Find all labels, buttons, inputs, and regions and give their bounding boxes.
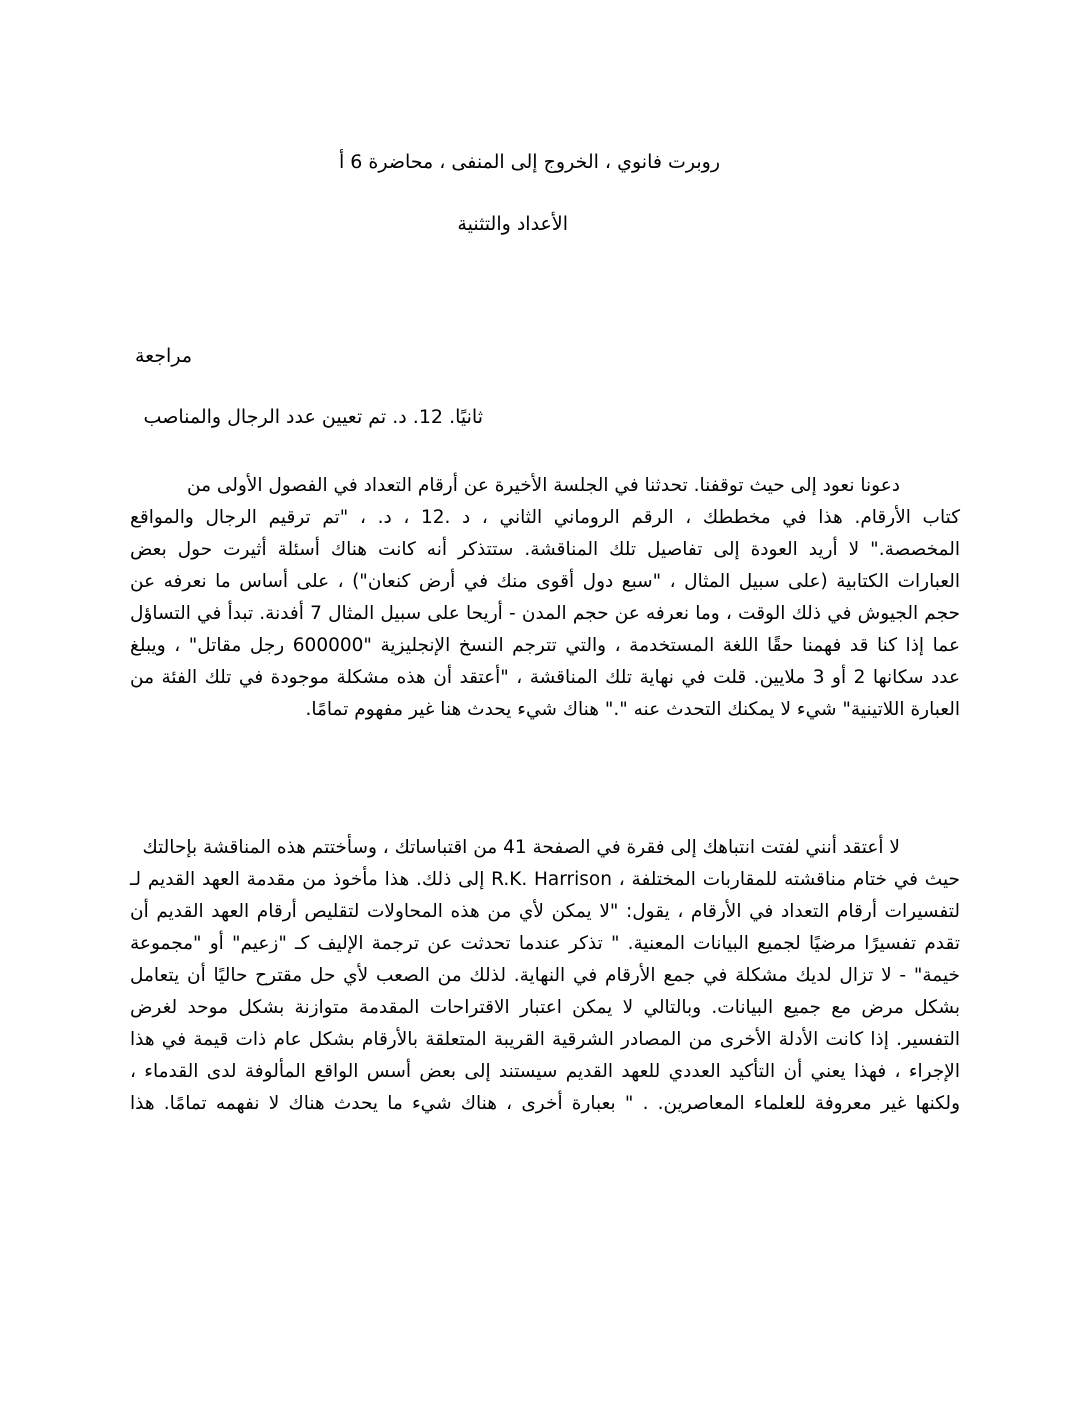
paragraph-line: لا أعتقد أنني لفتت انتباهك إلى فقرة في الصفحة 41 من اقتباساتك ، وسأختتم هذه المناقشة بإحالتك bbox=[142, 837, 900, 858]
paragraph-line: كتاب الأرقام. هذا في مخططك ، الرقم الروماني الثاني ، د .12 ، د. ، "تم ترقيم الرجال والمواقع bbox=[130, 507, 960, 528]
paragraph-line: حجم الجيوش في ذلك الوقت ، وما نعرفه عن حجم المدن - أريحا على سبيل المثال 7 أفدنة. تبدأ في التساؤل bbox=[130, 603, 960, 624]
paragraph-line: حيث في ختام مناقشته للمقاربات المختلفة ، R.K. Harrison إلى ذلك. هذا مأخوذ من مقدمة العهد القديم لـ bbox=[130, 869, 960, 890]
paragraph-line: المخصصة." لا أريد العودة إلى تفاصيل تلك المناقشة. ستتذكر أنه كانت هناك أسئلة أثيرت حول بعض bbox=[130, 539, 960, 560]
paragraph-line: الإجراء ، فهذا يعني أن التأكيد العددي للعهد القديم سيستند إلى بعض أسس الواقع المألوفة لدى القدماء ، bbox=[130, 1061, 960, 1082]
paragraph-line: لتفسيرات أرقام التعداد في الأرقام ، يقول: "لا يمكن لأي من هذه المحاولات لتقليص أرقام العهد القديم أن bbox=[130, 901, 960, 922]
lecture-title: روبرت فانوي ، الخروج إلى المنفى ، محاضرة 6 أ bbox=[338, 151, 720, 173]
paragraph-line: ولكنها غير معروفة للعلماء المعاصرين. . " بعبارة أخرى ، هناك شيء ما يحدث هناك لا نفهمه تمامًا. هذا bbox=[130, 1093, 960, 1114]
paragraph-line: العبارة اللاتينية" شيء لا يمكنك التحدث عنه "." هناك شيء يحدث هنا غير مفهوم تمامًا. bbox=[305, 699, 960, 720]
lecture-subtitle: الأعداد والتثنية bbox=[457, 213, 568, 235]
paragraph-line: خيمة" - لا تزال لديك مشكلة في جمع الأرقام في النهاية. لذلك من الصعب لأي حل مقترح حاليًا أن يتعامل bbox=[130, 965, 960, 986]
review-heading: مراجعة bbox=[134, 345, 192, 367]
paragraph-line: عما إذا كنا قد فهمنا حقًا اللغة المستخدمة ، والتي تترجم النسخ الإنجليزية "600000 رجل مقاتل" ، ويبلغ bbox=[130, 635, 960, 656]
section-heading: ثانيًا. 12. د. تم تعيين عدد الرجال والمناصب bbox=[143, 406, 483, 428]
paragraph-line: دعونا نعود إلى حيث توقفنا. تحدثنا في الجلسة الأخيرة عن أرقام التعداد في الفصول الأولى من bbox=[186, 475, 900, 496]
paragraph-2 bbox=[130, 832, 960, 1120]
paragraph-line: التفسير. إذا كانت الأدلة الأخرى من المصادر الشرقية القريبة المتعلقة بالأرقام بشكل عام ذات قيمة في هذا bbox=[130, 1029, 960, 1050]
paragraph-line: العبارات الكتابية (على سبيل المثال ، "سبع دول أقوى منك في أرض كنعان") ، على أساس ما نعرفه عن bbox=[130, 571, 960, 592]
paragraph-line: عدد سكانها 2 أو 3 ملايين. قلت في نهاية تلك المناقشة ، "أعتقد أن هذه مشكلة موجودة في تلك الفئة من bbox=[130, 667, 960, 688]
paragraph-line: بشكل مرض مع جميع البيانات. وبالتالي لا يمكن اعتبار الاقتراحات المقدمة متوازنة بشكل موحد لغرض bbox=[130, 997, 960, 1018]
paragraph-1 bbox=[130, 470, 960, 726]
paragraph-line: تقدم تفسيرًا مرضيًا لجميع البيانات المعنية. " تذكر عندما تحدثت عن ترجمة الإليف كـ "زعيم" أو "مجموعة bbox=[130, 933, 960, 954]
